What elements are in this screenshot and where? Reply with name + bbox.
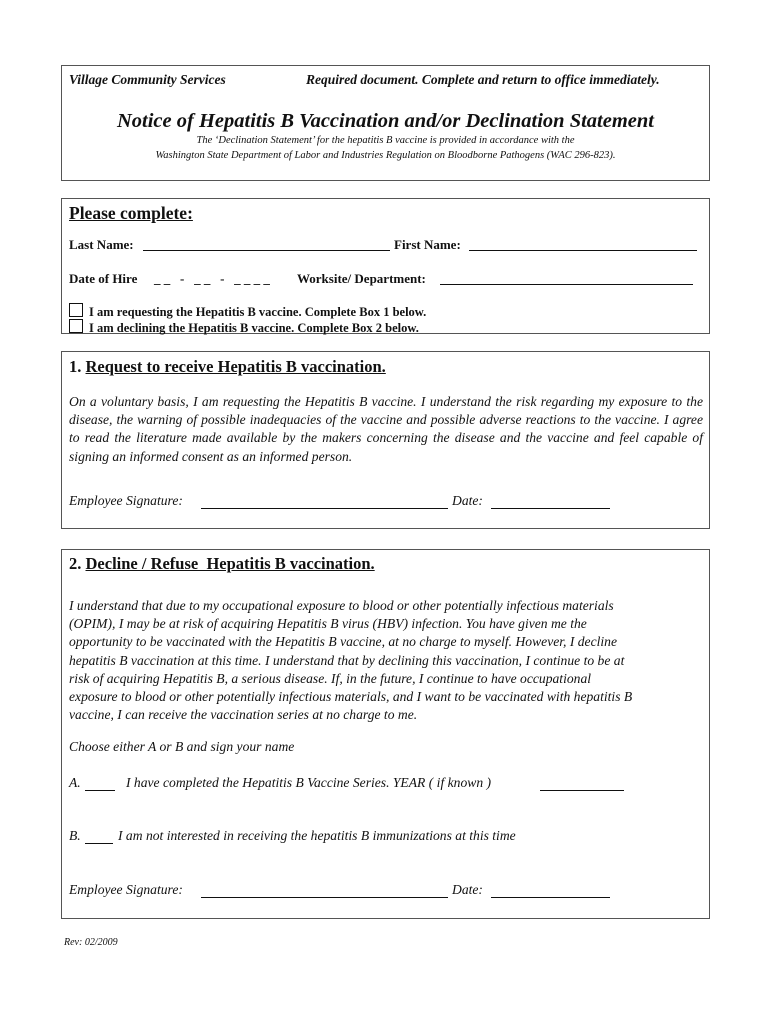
option-a-prefix: A.: [69, 775, 81, 790]
subtitle-line-1: The ‘Declination Statement’ for the hepatitis B vaccine is provided in accordance with the: [196, 135, 575, 146]
box1-signature-field[interactable]: [201, 497, 448, 509]
box2-line: (OPIM), I may be at risk of acquiring Hepatitis B virus (HBV) infection. You have given me the: [69, 616, 587, 632]
box2-line: exposure to blood or other potentially infectious materials, and I want to be vaccinated with hepatitis B: [69, 689, 633, 705]
box2-number: 2.: [69, 554, 82, 573]
instruction-text: Required document. Complete and return to office immediately.: [306, 72, 660, 87]
box2-signature-label: Employee Signature:: [69, 882, 183, 897]
first-name-field[interactable]: [469, 239, 697, 251]
last-name-field[interactable]: [143, 239, 390, 251]
revision-label: Rev: 02/2009: [64, 937, 118, 948]
option-b-text: I am not interested in receiving the hepatitis B immunizations at this time: [118, 828, 516, 843]
organization-name: Village Community Services: [69, 72, 226, 87]
box1-number: 1.: [69, 357, 82, 376]
option-b-blank[interactable]: [85, 832, 113, 844]
subtitle-line-2: Washington State Department of Labor and Industries Regulation on Bloodborne Pathogens (WAC 296-823).: [155, 150, 616, 161]
box2-line: opportunity to be vaccinated with the Hepatitis B vaccine, at no charge to myself. However, I decline: [69, 634, 618, 650]
date-of-hire-label: Date of Hire: [69, 271, 138, 286]
box1-signature-label: Employee Signature:: [69, 493, 183, 508]
last-name-label: Last Name:: [69, 237, 134, 252]
box1-title: Request to receive Hepatitis B vaccination.: [85, 357, 386, 376]
box2-line: I understand that due to my occupational exposure to blood or other potentially infectious materials: [69, 598, 614, 613]
please-complete-heading: Please complete:: [69, 203, 193, 223]
box2-title: Decline / Refuse Hepatitis B vaccination.: [85, 554, 375, 573]
year-field[interactable]: [540, 779, 624, 791]
option-a-blank[interactable]: [85, 779, 115, 791]
box2-signature-field[interactable]: [201, 886, 448, 898]
box1-paragraph: On a voluntary basis, I am requesting the Hepatitis B vaccine. I understand the risk regarding my exposure to the disease, the warning of possible inadequacies of the vaccine and possible adverse reactions to the vaccine. I agree to read the literature made available by the makers concerning the disease and the vaccine and feel capable of signing an informed consent as an informed person.: [69, 394, 703, 464]
date-of-hire-field[interactable]: _ _ - _ _ - _ _ _ _: [154, 271, 270, 286]
option-request-row: [69, 303, 426, 320]
box2-line: risk of acquiring Hepatitis B, a serious disease. If, in the future, I continue to have occupational: [69, 670, 592, 686]
decline-vaccine-checkbox[interactable]: [69, 319, 83, 333]
box2-date-label: Date:: [452, 882, 483, 897]
box1-date-field[interactable]: [491, 497, 610, 509]
box2-heading: [69, 554, 375, 574]
option-decline-label: I am declining the Hepatitis B vaccine. Complete Box 2 below.: [89, 321, 419, 335]
request-vaccination-box: [61, 351, 710, 529]
please-complete-box: [61, 198, 710, 334]
box1-heading: [69, 357, 386, 377]
choose-instruction: Choose either A or B and sign your name: [69, 739, 295, 754]
box2-line: hepatitis B vaccination at this time. I understand that by declining this vaccination, I continue to be at: [69, 652, 625, 668]
option-request-label: I am requesting the Hepatitis B vaccine. Complete Box 1 below.: [89, 305, 427, 319]
header-box: [61, 65, 710, 181]
form-title: Notice of Hepatitis B Vaccination and/or Declination Statement: [116, 110, 654, 132]
request-vaccine-checkbox[interactable]: [69, 303, 83, 317]
worksite-label: Worksite/ Department:: [297, 271, 426, 286]
box2-paragraph: [69, 597, 707, 724]
box2-line: vaccine, I can receive the vaccination series at no charge to me.: [69, 707, 418, 723]
option-b-prefix: B.: [69, 828, 81, 843]
box1-date-label: Date:: [452, 493, 483, 508]
worksite-field[interactable]: [440, 273, 693, 285]
first-name-label: First Name:: [394, 237, 461, 252]
option-a-text: I have completed the Hepatitis B Vaccine Series. YEAR ( if known ): [126, 775, 492, 790]
option-decline-row: [69, 319, 419, 336]
box2-date-field[interactable]: [491, 886, 610, 898]
decline-vaccination-box: [61, 549, 710, 919]
